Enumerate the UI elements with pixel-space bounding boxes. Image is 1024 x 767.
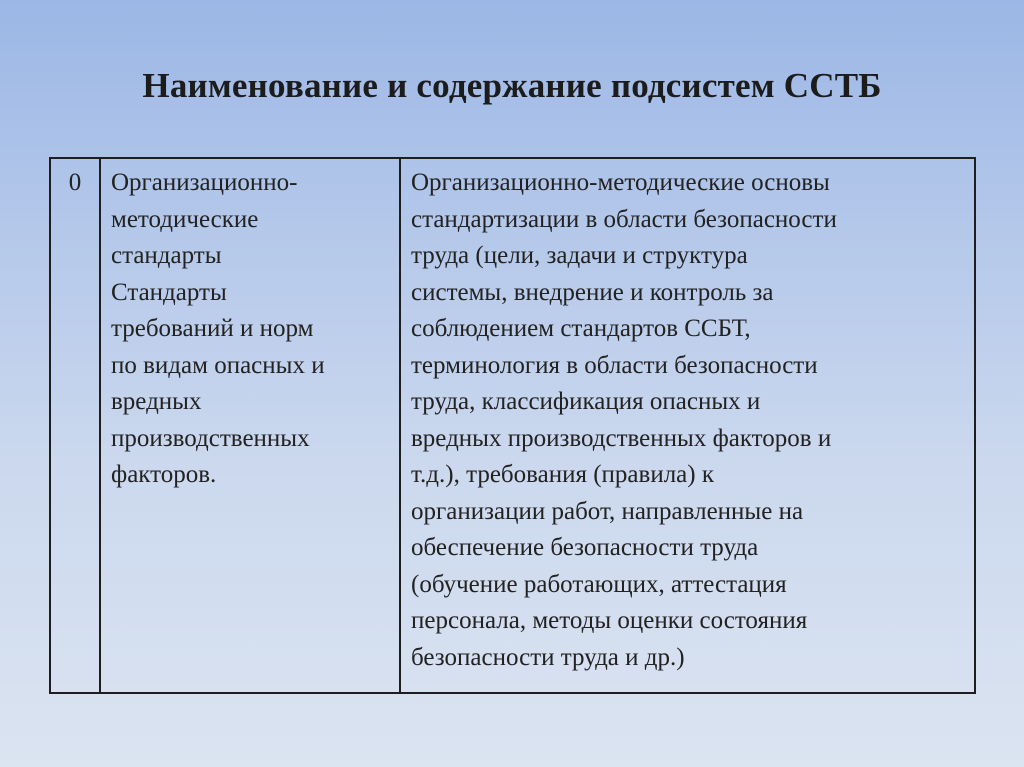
subsystem-description-line: системы, внедрение и контроль за — [411, 278, 774, 306]
subsystem-description-line: персонала, методы оценки состояния — [411, 607, 808, 634]
subsystem-name-line: методические — [111, 205, 259, 233]
subsystem-number-cell — [50, 158, 100, 693]
subsystem-name-line: по видам опасных и — [111, 351, 325, 379]
subsystems-table — [49, 157, 976, 694]
table-row — [50, 158, 975, 693]
subsystem-name-line: Стандарты — [111, 278, 227, 306]
subsystem-name-line: факторов. — [111, 461, 217, 488]
subsystem-description-line: труда, классификация опасных и — [411, 388, 761, 415]
subsystem-description-line: т.д.), требования (правила) к — [411, 461, 714, 488]
subsystem-name-cell — [100, 158, 400, 693]
subsystem-description-cell — [400, 158, 975, 693]
subsystem-description-line: (обучение работающих, аттестация — [411, 570, 787, 598]
subsystem-name-line: стандарты — [111, 242, 222, 269]
subsystem-name-line: вредных — [111, 388, 202, 415]
subsystem-number: 0 — [68, 169, 82, 196]
subsystem-description-line: труда (цели, задачи и структура — [411, 242, 748, 269]
slide-title: Наименование и содержание подсистем ССТБ — [142, 66, 882, 105]
subsystem-description-line: обеспечение безопасности труда — [411, 534, 759, 561]
subsystem-description-line: организации работ, направленные на — [411, 497, 804, 525]
subsystem-name-line: требований и норм — [111, 315, 314, 342]
subsystem-description-line: стандартизации в области безопасности — [411, 205, 837, 233]
subsystem-description-line: безопасности труда и др.) — [411, 643, 685, 671]
subsystem-name-line: производственных — [111, 424, 310, 452]
subsystem-description-line: соблюдением стандартов ССБТ, — [411, 315, 751, 342]
subsystem-description-line: Организационно-методические основы — [411, 169, 830, 196]
subsystem-description-line: терминология в области безопасности — [411, 351, 818, 379]
subsystem-description-line: вредных производственных факторов и — [411, 424, 832, 452]
subsystem-name-line: Организационно- — [111, 169, 298, 196]
